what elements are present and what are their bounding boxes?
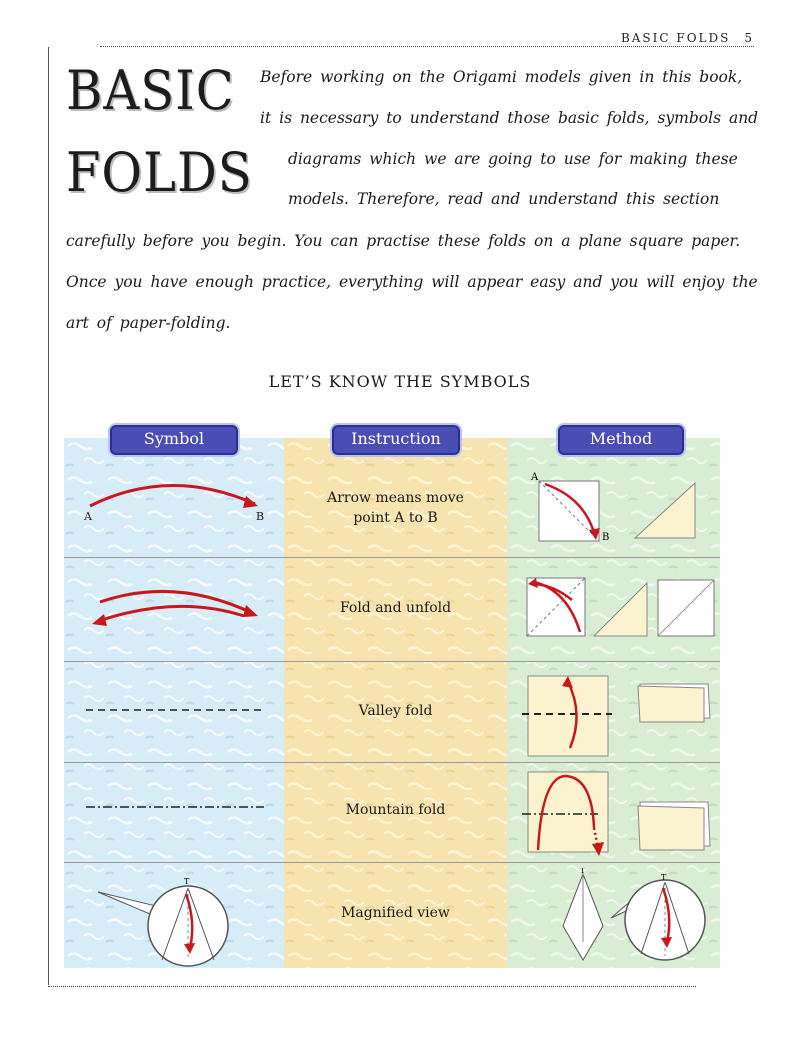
row-divider (64, 862, 720, 863)
instruction-column-header: Instruction (330, 423, 462, 457)
fold-unfold-symbol-icon (86, 580, 276, 630)
title-line-1: BASIC (66, 59, 235, 122)
magnified-point-label: T (184, 877, 190, 886)
svg-text:A: A (531, 472, 539, 483)
method-column-header: Method (556, 423, 686, 457)
point-a-label: A (84, 510, 92, 523)
instruction-magnified-view: Magnified view (341, 905, 450, 921)
row-divider (64, 557, 720, 558)
instruction-arrow (284, 488, 507, 528)
intro-line-5: carefully before you begin. You can practise these folds on a plane square paper. (66, 232, 741, 250)
row-divider (64, 762, 720, 763)
symbol-column-header: Symbol (108, 423, 240, 457)
arrow-symbol-icon (80, 468, 270, 528)
footer-dotted-rule (48, 986, 696, 987)
valley-fold-symbol-icon (84, 700, 268, 720)
intro-line-1: Before working on the Origami models given in this book, (260, 68, 743, 86)
method-magnified-view-icon (555, 868, 715, 968)
method-point-label: T (580, 868, 586, 875)
title-line-2: FOLDS (66, 141, 253, 204)
intro-line-2: it is necessary to understand those basic folds, symbols and (260, 109, 759, 127)
magnified-view-symbol-icon (96, 872, 266, 968)
mountain-fold-symbol-icon (84, 797, 268, 817)
section-subtitle: LET’S KNOW THE SYMBOLS (268, 372, 532, 391)
intro-line-4: models. Therefore, read and understand this section (288, 190, 720, 208)
page-number: 5 (744, 31, 754, 45)
intro-line-7: art of paper-folding. (66, 314, 231, 332)
intro-line-3: diagrams which we are going to use for making these (288, 150, 738, 168)
row-divider (64, 661, 720, 662)
left-margin-rule (48, 47, 49, 985)
instruction-fold-unfold: Fold and unfold (339, 600, 452, 616)
running-header (621, 31, 754, 45)
instruction-mountain-fold: Mountain fold (345, 802, 446, 818)
svg-text:B: B (602, 532, 610, 543)
instruction-arrow-line-1: Arrow means move (327, 490, 464, 506)
method-arrow-icon (525, 468, 705, 548)
instruction-arrow-line-2: point A to B (353, 510, 438, 526)
method-mountain-fold-icon (522, 768, 722, 858)
magnified-point-label: T (661, 873, 667, 882)
intro-line-6: Once you have enough practice, everything will appear easy and you will enjoy the (66, 273, 758, 291)
instruction-valley-fold: Valley fold (358, 703, 433, 719)
header-dotted-rule (100, 46, 754, 47)
method-fold-unfold-icon (522, 570, 722, 645)
method-valley-fold-icon (522, 668, 722, 758)
header-section-title: BASIC FOLDS (620, 31, 731, 45)
point-b-label: B (256, 510, 265, 523)
